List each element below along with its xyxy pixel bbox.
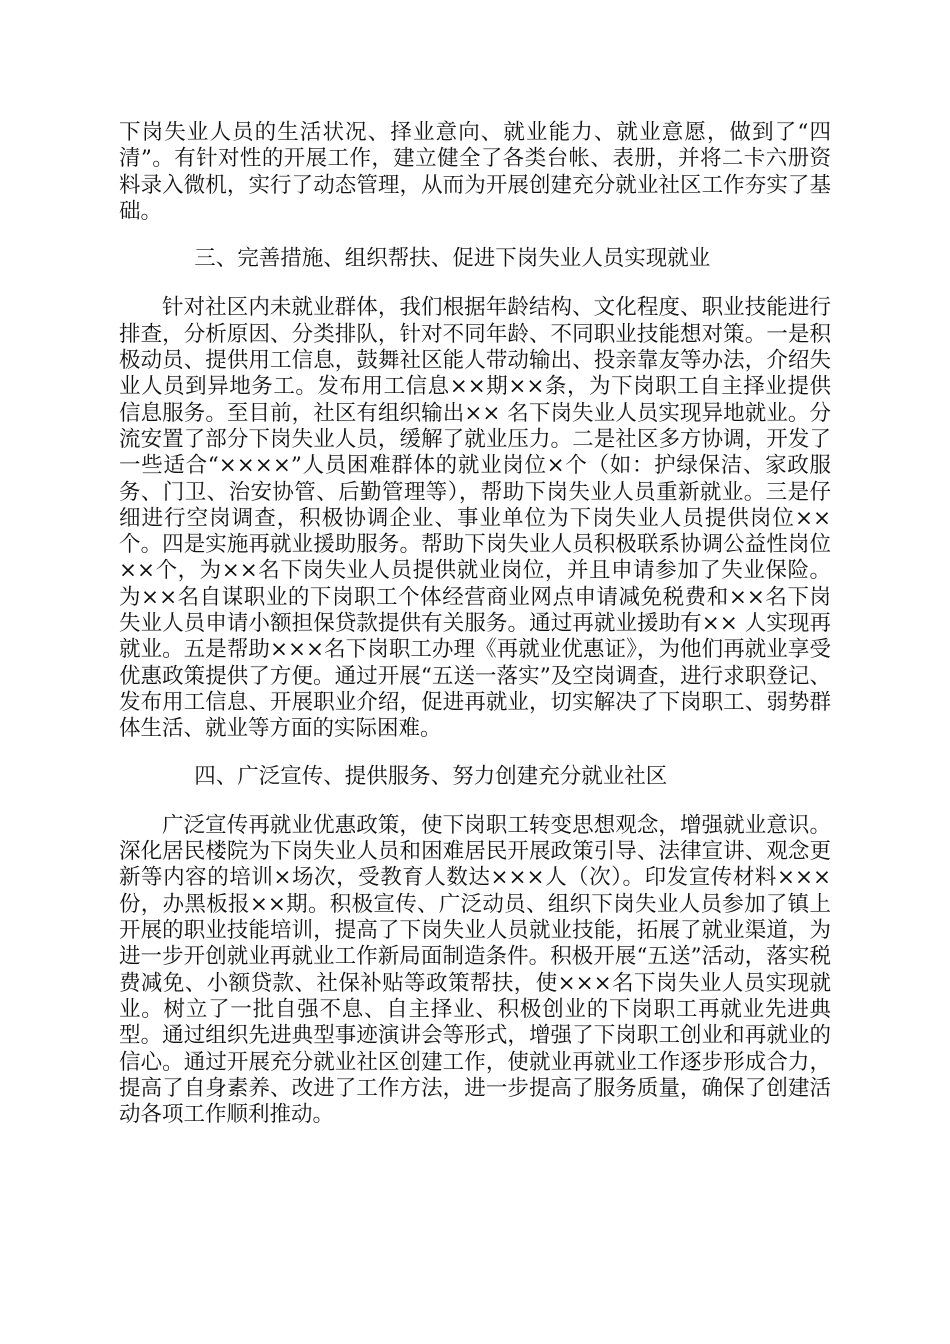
body-paragraph-2: 针对社区内未就业群体，我们根据年龄结构、文化程度、职业技能进行排查，分析原因、分类排队，针对不同年龄、不同职业技能想对策。一是积极动员、提供用工信息，鼓舞社区能人带动输出、投亲靠友等办法，介绍失业人员到异地务工。发布用工信息××期××条，为下岗职工自主择业提供信息服务。至目前，社区有组织输出×× 名下岗失业人员实现异地就业。分流安置了部分下岗失业人员，缓解了就业压力。二是社区多方协调，开发了一些适合“××××”人员困难群体的就业岗位×个（如：护绿保洁、家政服务、门卫、治安协管、后勤管理等），帮助下岗失业人员重新就业。三是仔细进行空岗调查，积极协调企业、事业单位为下岗失业人员提供岗位××个。四是实施再就业援助服务。帮助下岗失业人员积极联系协调公益性岗位××个，为××名下岗失业人员提供就业岗位，并且申请参加了失业保险。为××名自谋职业的下岗职工个体经营商业网点申请减免税费和××名下岗失业人员申请小额担保贷款提供有关服务。通过再就业援助有×× 人实现再就业。五是帮助×××名下岗职工办理《再就业优惠证》，为他们再就业享受优惠政策提供了方便。通过开展“五送一落实”及空岗调查，进行求职登记、发布用工信息、开展职业介绍，促进再就业，切实解决了下岗职工、弱势群体生活、就业等方面的实际困难。 xyxy=(119,295,831,742)
body-paragraph-1: 下岗失业人员的生活状况、择业意向、就业能力、就业意愿，做到了“四清”。有针对性的开展工作，建立健全了各类台帐、表册，并将二卡六册资料录入微机，实行了动态管理，从而为开展创建充分就业社区工作夯实了基础。 xyxy=(119,120,831,224)
body-paragraph-3: 广泛宣传再就业优惠政策，使下岗职工转变思想观念，增强就业意识。深化居民楼院为下岗失业人员和困难居民开展政策引导、法律宣讲、观念更新等内容的培训×场次，受教育人数达×××人（次）。印发宣传材料×××份，办黑板报××期。积极宣传、广泛动员、组织下岗失业人员参加了镇上开展的职业技能培训，提高了下岗失业人员就业技能，拓展了就业渠道，为进一步开创就业再就业工作新局面制造条件。积极开展“五送”活动，落实税费减免、小额贷款、社保补贴等政策帮扶，使×××名下岗失业人员实现就业。树立了一批自强不息、自主择业、积极创业的下岗职工再就业先进典型。通过组织先进典型事迹演讲会等形式，增强了下岗职工创业和再就业的信心。通过开展充分就业社区创建工作，使就业再就业工作逐步形成合力，提高了自身素养、改进了工作方法，进一步提高了服务质量，确保了创建活动各项工作顺利推动。 xyxy=(119,812,831,1128)
section-heading-4: 四、广泛宣传、提供服务、努力创建充分就业社区 xyxy=(194,763,668,789)
document-page xyxy=(119,120,831,1128)
section-heading-3: 三、完善措施、组织帮扶、促进下岗失业人员实现就业 xyxy=(194,246,711,272)
